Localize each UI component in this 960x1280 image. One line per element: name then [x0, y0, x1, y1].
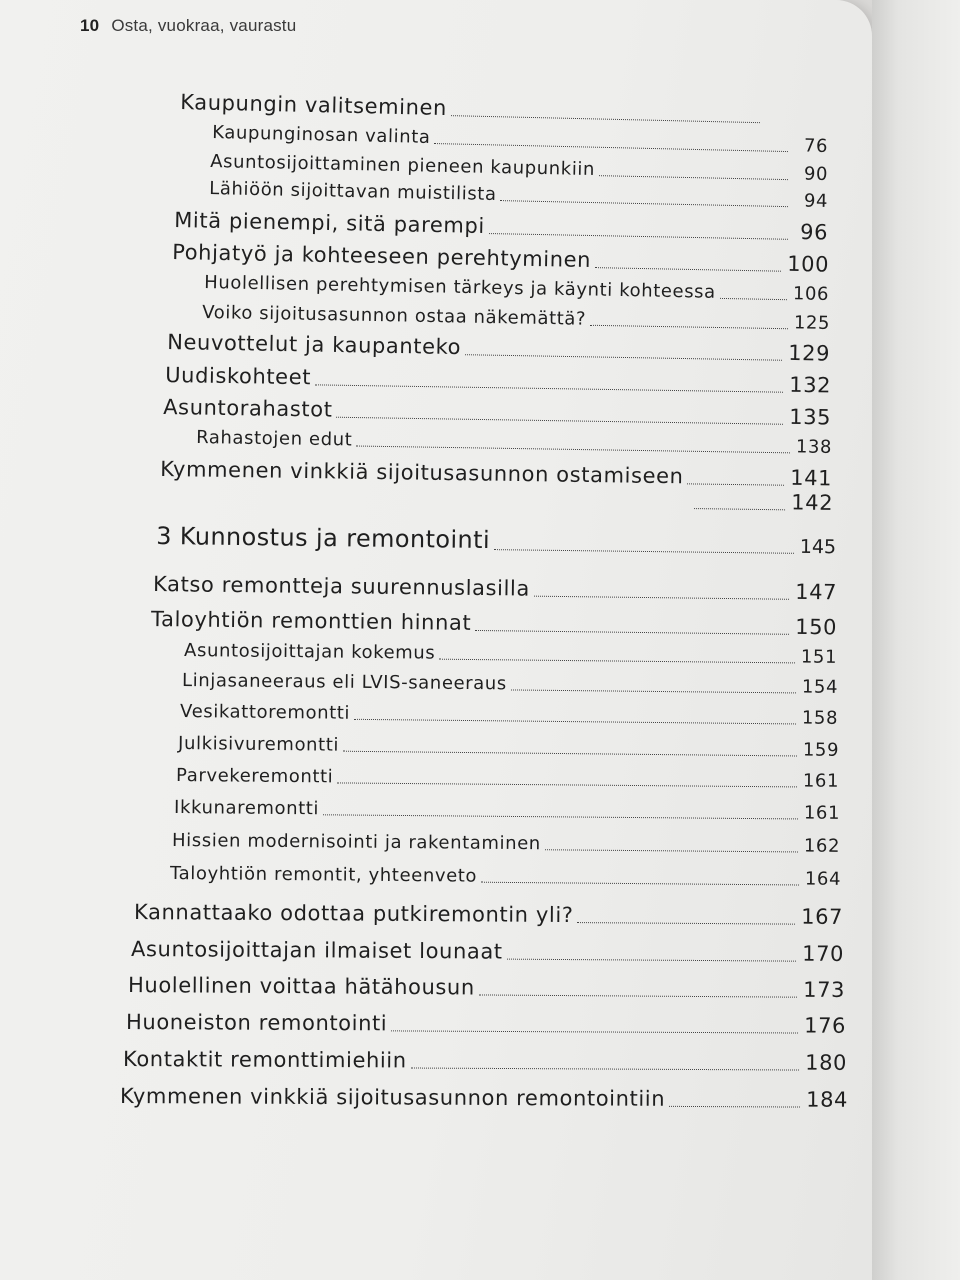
toc-entry-continuation — [690, 489, 833, 515]
dot-leader — [439, 659, 795, 664]
toc-entry-title: Lähiöön sijoittavan muistilista — [209, 178, 497, 206]
toc-entry-title: Mitä pienempi, sitä parempi — [174, 208, 486, 238]
toc-entry-page: 170 — [802, 941, 845, 966]
toc-entry-page — [766, 127, 800, 128]
toc-entry-title: Parvekeremontti — [176, 765, 334, 788]
toc-entry — [151, 607, 837, 639]
dot-leader — [489, 233, 788, 240]
dot-leader — [687, 483, 784, 485]
toc-entry-title: Huolellinen voittaa hätähousun — [128, 973, 475, 1000]
toc-entry-title: Asuntosijoittajan kokemus — [184, 640, 436, 664]
toc-entry-title: Kaupunginosan valinta — [212, 122, 431, 148]
dot-leader — [595, 267, 781, 272]
toc-entry — [180, 90, 800, 128]
toc-entry-title: Asuntosijoittaminen pieneen kaupunkiin — [210, 151, 596, 181]
dot-leader — [507, 959, 796, 962]
toc-entry-title: Ikkunaremontti — [174, 797, 320, 820]
toc-entry-page: 138 — [795, 436, 833, 458]
toc-entry-page: 142 — [791, 490, 834, 515]
toc-entry-page: 184 — [806, 1087, 849, 1112]
toc-entry-title: Rahastojen edut — [196, 427, 353, 451]
toc-entry-title: Huoneiston remontointi — [126, 1010, 388, 1036]
toc-entry — [176, 765, 839, 792]
toc-entry — [123, 1047, 847, 1075]
dot-leader — [475, 630, 789, 635]
dot-leader — [354, 719, 796, 725]
toc-entry-title: Voiko sijoitusasunnon ostaa näkemättä? — [202, 302, 587, 330]
dot-leader — [599, 175, 788, 180]
toc-entry-page: 100 — [786, 251, 830, 277]
toc-entry-page: 76 — [803, 135, 829, 157]
toc-entry-title: Julkisivuremontti — [178, 733, 340, 756]
dot-leader — [511, 689, 796, 693]
dot-leader — [578, 922, 796, 925]
toc-entry-page: 132 — [789, 372, 832, 398]
dot-leader — [590, 325, 788, 329]
toc-entry-page: 161 — [803, 802, 841, 824]
toc-entry — [172, 830, 840, 857]
toc-entry — [170, 863, 841, 890]
toc-entry-page: 164 — [804, 868, 842, 890]
toc-entry — [209, 178, 828, 212]
toc-entry-page: 173 — [803, 977, 846, 1003]
header-book-title: Osta, vuokraa, vaurastu — [111, 16, 297, 35]
toc-entry-page: 135 — [789, 404, 832, 430]
toc-entry — [153, 572, 837, 604]
toc-entry — [182, 670, 838, 698]
dot-leader — [545, 849, 798, 852]
toc-entry-title: Kannattaako odottaa putkiremontin yli? — [134, 900, 574, 928]
toc-entry-page: 154 — [801, 676, 839, 698]
toc-entry — [174, 208, 828, 245]
dot-leader — [479, 994, 797, 997]
toc-entry — [178, 733, 839, 761]
dot-leader — [500, 200, 788, 207]
toc-entry — [128, 973, 845, 1002]
toc-entry — [163, 395, 831, 429]
toc-entry — [172, 240, 829, 277]
toc-entry-page: 180 — [805, 1050, 848, 1075]
toc-entry-title: Taloyhtiön remonttien hinnat — [151, 607, 472, 635]
toc-entry — [212, 122, 828, 157]
chapter-title: 3 Kunnostus ja remontointi — [156, 522, 491, 555]
toc-entry-page: 129 — [788, 340, 831, 366]
dot-leader — [534, 596, 789, 600]
toc-entry-page: 162 — [803, 835, 841, 857]
dot-leader — [343, 751, 797, 757]
toc-entry-title: Pohjatyö ja kohteeseen perehtyminen — [172, 240, 592, 273]
dot-leader — [411, 1068, 799, 1071]
toc-entry-title: Uudiskohteet — [165, 363, 312, 390]
toc-entry-page: 94 — [803, 190, 829, 212]
dot-leader — [391, 1030, 798, 1033]
toc-entry — [184, 640, 837, 668]
toc-entry-title: Neuvottelut ja kaupanteko — [167, 330, 462, 360]
toc-entry — [126, 1010, 846, 1038]
toc-entry — [196, 427, 832, 458]
toc-entry-title: Hissien modernisointi ja rakentaminen — [172, 830, 541, 855]
toc-entry-title: Kymmenen vinkkiä sijoitusasunnon ostamiseen — [160, 457, 684, 489]
toc-entry-page: 161 — [802, 770, 840, 792]
dot-leader — [356, 446, 790, 454]
toc-entry — [167, 330, 830, 366]
toc-entry-title: Katso remontteja suurennuslasilla — [153, 572, 531, 601]
toc-entry — [180, 701, 838, 729]
toc-entry — [202, 302, 830, 334]
toc-entry-page: 151 — [800, 646, 838, 668]
toc-entry-page: 106 — [792, 283, 830, 305]
dot-leader — [337, 782, 797, 787]
toc-entry — [204, 272, 829, 305]
toc-entry-title: Kymmenen vinkkiä sijoitusasunnon remontointiin — [120, 1084, 666, 1111]
toc-entry-title: Vesikattoremontti — [180, 701, 351, 724]
dot-leader — [434, 143, 788, 152]
toc-entry-title: Huolellisen perehtymisen tärkeys ja käynti kohteessa — [204, 272, 716, 303]
chapter-heading — [156, 522, 836, 558]
toc-entry — [131, 937, 844, 966]
dot-leader — [451, 115, 760, 123]
toc-entry-page: 90 — [803, 163, 829, 185]
toc-entry-page: 125 — [793, 312, 831, 334]
toc-entry-title: Kaupungin valitseminen — [180, 90, 448, 121]
dot-leader — [481, 882, 799, 886]
toc-entry-title: Asuntosijoittajan ilmaiset lounaat — [131, 937, 503, 964]
toc-entry-page: 141 — [790, 465, 833, 491]
chapter-page: 145 — [799, 535, 837, 559]
dot-leader — [669, 1106, 800, 1108]
toc-entry-page: 158 — [801, 707, 839, 729]
dot-leader — [694, 508, 785, 510]
toc-entry — [120, 1084, 848, 1112]
dot-leader — [494, 549, 794, 554]
toc-entry-title: Asuntorahastot — [163, 395, 333, 422]
dot-leader — [720, 298, 787, 300]
toc-entry-title: Linjasaneeraus eli LVIS-saneeraus — [182, 670, 507, 695]
dot-leader — [315, 384, 783, 392]
page-edge — [872, 0, 960, 1280]
dot-leader — [336, 417, 783, 425]
toc-entry-page: 159 — [802, 739, 840, 761]
toc-entry-page: 176 — [804, 1013, 847, 1038]
toc-entry — [174, 797, 840, 824]
toc-entry — [160, 457, 832, 490]
toc-entry-page: 150 — [795, 614, 838, 640]
toc-entry-title: Kontaktit remonttimiehiin — [123, 1047, 407, 1073]
toc-entry — [165, 363, 831, 397]
toc-entry-title: Taloyhtiön remontit, yhteenveto — [170, 863, 478, 887]
dot-leader — [465, 354, 782, 361]
dot-leader — [323, 814, 798, 819]
toc-entry — [134, 900, 843, 929]
toc-entry-page: 96 — [799, 220, 829, 245]
toc-entry-page: 147 — [795, 579, 838, 605]
header-page-number: 10 — [80, 16, 100, 35]
toc-entry-page: 167 — [801, 904, 844, 929]
